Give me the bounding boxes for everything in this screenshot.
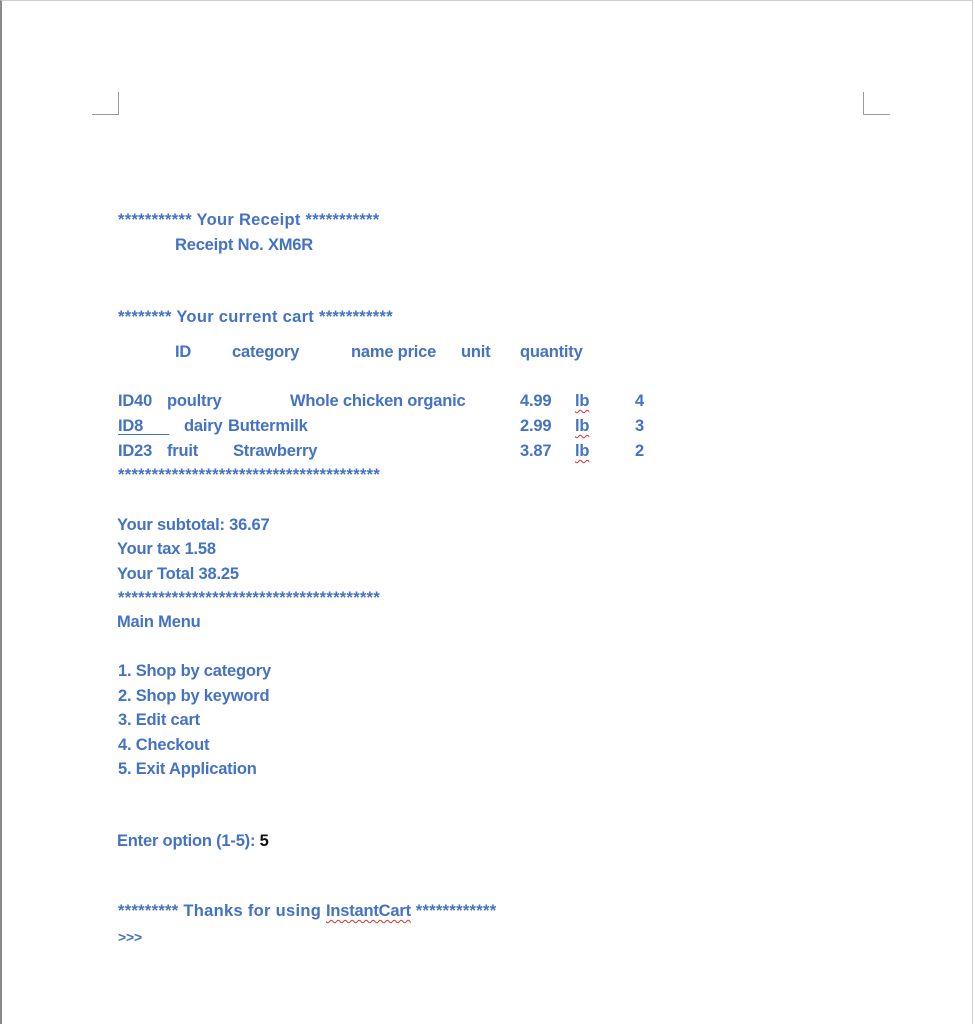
total-line: Your Total 38.25 [117,565,239,583]
column-id: ID [175,343,192,361]
option-input-value: 5 [259,832,269,850]
console-cursor: >>> [118,929,142,945]
receipt-header: *********** Your Receipt *********** [118,211,380,229]
menu-item-exit-application: 5. Exit Application [118,760,257,778]
menu-item-shop-by-category: 1. Shop by category [118,662,271,680]
column-category: category [232,343,300,361]
menu-title: Main Menu [117,613,201,631]
row-category: dairy [184,417,223,435]
row-price: 4.99 [520,392,552,410]
row-id: ID8 [118,417,144,435]
row-name: Whole chicken organic [290,392,466,410]
column-name-price: name price [351,343,437,361]
cart-divider: *************************************** [118,466,381,484]
row-quantity: 3 [635,417,644,435]
option-prompt-label: Enter option (1-5): [117,832,260,850]
row-quantity: 2 [635,442,644,460]
menu-item-edit-cart: 3. Edit cart [118,711,200,729]
row-category: fruit [167,442,199,460]
column-quantity: quantity [520,343,583,361]
menu-item-shop-by-keyword: 2. Shop by keyword [118,687,270,705]
thanks-line: ********* Thanks for using InstantCart ************ [118,902,497,920]
receipt-number: Receipt No. XM6R [175,236,313,254]
row-unit: lb [575,392,590,410]
cart-header: ******** Your current cart *********** [118,308,393,326]
totals-divider: *************************************** [118,589,381,607]
app-name: InstantCart [326,902,411,920]
row-unit: lb [575,442,590,460]
row-id: ID23 [118,442,153,460]
tax-line: Your tax 1.58 [117,540,216,558]
row-quantity: 4 [635,392,644,410]
row-price: 3.87 [520,442,552,460]
crop-mark-top-left [92,92,119,115]
column-unit: unit [461,343,491,361]
subtotal-line: Your subtotal: 36.67 [117,516,270,534]
row-unit: lb [575,417,590,435]
menu-item-checkout: 4. Checkout [118,736,210,754]
option-prompt [117,831,269,851]
row-id: ID40 [118,392,153,410]
row-name: Strawberry [233,442,318,460]
row-category: poultry [167,392,222,410]
row-price: 2.99 [520,417,552,435]
row-name: Buttermilk [228,417,308,435]
crop-mark-top-right [863,92,890,115]
